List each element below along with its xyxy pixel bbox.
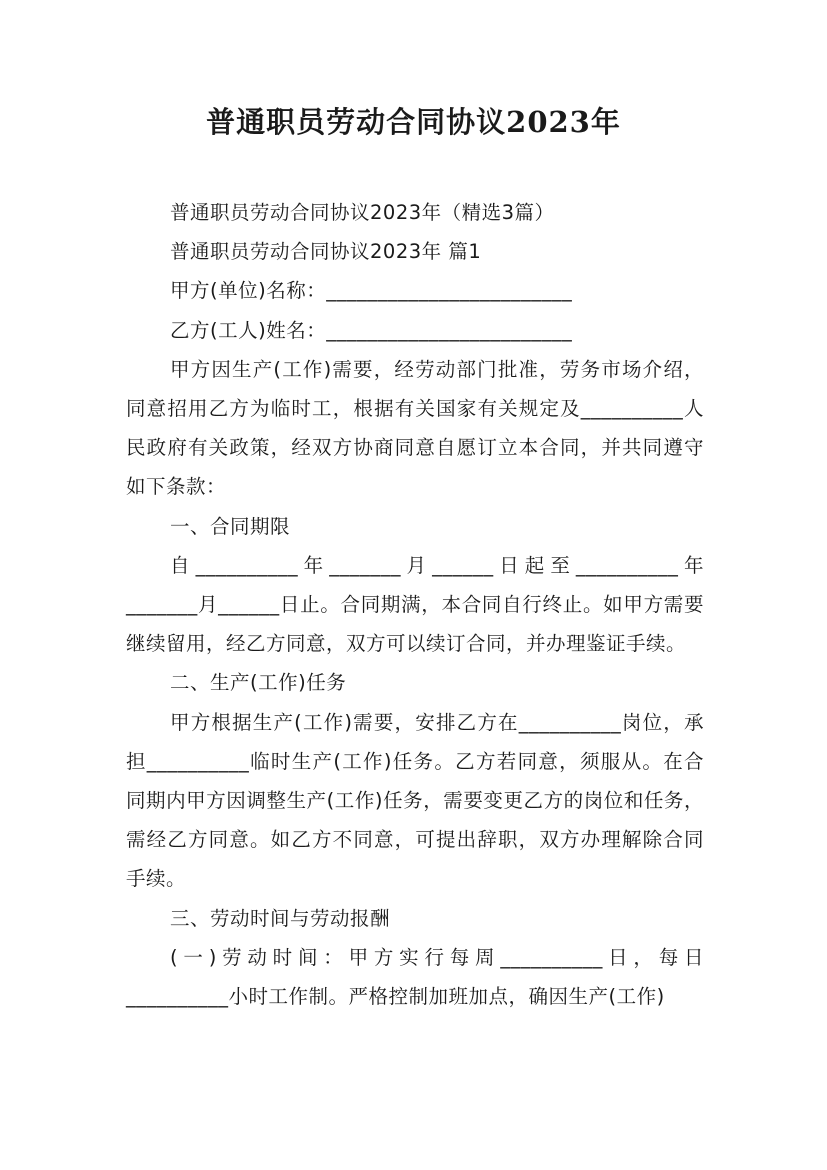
clause-heading-hours-pay: 三、劳动时间与劳动报酬 [170, 906, 391, 930]
party-b-field: 乙方(工人)姓名：________________________ [170, 318, 573, 342]
document-title: 普通职员劳动合同协议2023年 [206, 105, 621, 139]
intro-paragraph: 甲方因生产(工作)需要，经劳动部门批准，劳务市场介绍，同意招用乙方为临时工，根据有关国家有关规定及__________人民政府有关政策，经双方协商同意自愿订立本合同，并共同遵守如下条款： [126, 357, 704, 499]
clause-heading-task: 二、生产(工作)任务 [170, 671, 347, 695]
term-paragraph: 自__________年_______月______日起至__________年_______月______日止。合同期满，本合同自行终止。如甲方需要继续留用，经乙方同意，双方可以续订合同，并办理鉴证手续。 [126, 553, 704, 656]
subtitle-line: 普通职员劳动合同协议2023年（精选3篇） [170, 201, 555, 224]
clause-heading-term: 一、合同期限 [170, 514, 291, 538]
section-heading: 普通职员劳动合同协议2023年 篇1 [170, 240, 482, 264]
party-a-field: 甲方(单位)名称：________________________ [170, 279, 573, 303]
document-body [126, 193, 704, 1016]
hours-paragraph: (一)劳动时间：甲方实行每周__________日，每日__________小时工作制。严格控制加班加点，确因生产(工作) [126, 945, 704, 1009]
task-paragraph: 甲方根据生产(工作)需要，安排乙方在__________岗位，承担__________临时生产(工作)任务。乙方若同意，须服从。在合同期内甲方因调整生产(工作)任务，需要变更乙方的岗位和任务，需经乙方同意。如乙方不同意，可提出辞职，双方办理解除合同手续。 [126, 710, 704, 891]
